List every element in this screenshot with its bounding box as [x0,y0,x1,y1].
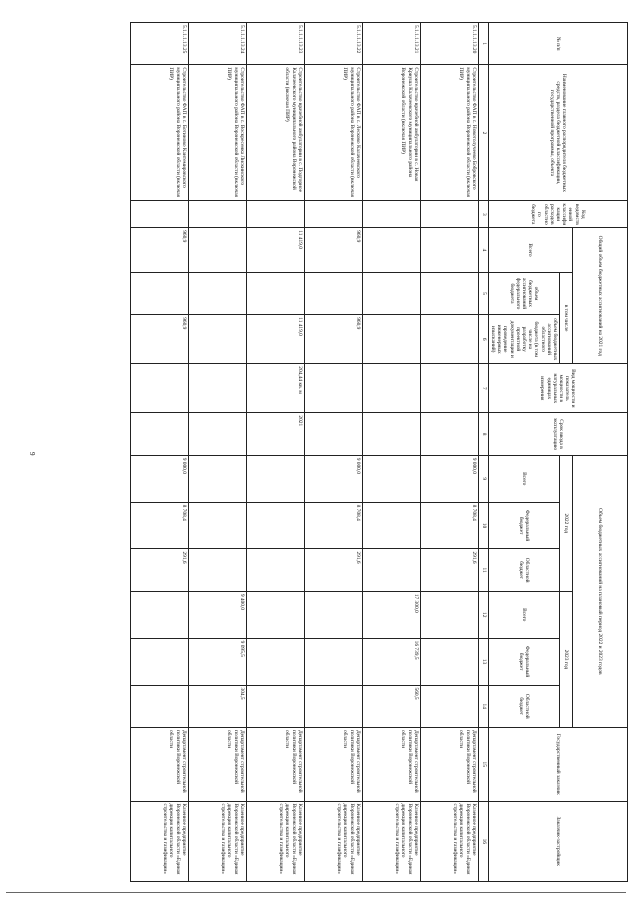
fed-2023 [420,638,478,685]
object-name: Строительство врачебной амбулатории в с. Новая Криуша Калачеевского муниципального района Воронежской области (включая ПИР) [362,65,420,201]
state-customer: Департамент строительной политики Воронежской области [304,727,362,801]
developer: Казенное предприятие Воронежской области «Единая дирекция капитального строительства и газификации» [246,801,304,881]
fed-2021 [420,272,478,314]
object-name: Строительство ФАП в с. Лесково Калачеевского муниципального района Воронежской области (включая ПИР) [304,65,362,201]
header-2022-obl: Областной бюджет [488,549,559,591]
budget-table [130,22,628,882]
column-number: 5 [478,272,488,314]
table-row [304,23,362,882]
header-incl: в том числе [560,272,573,363]
budget-code [420,201,478,228]
developer: Казенное предприятие Воронежской области «Единая дирекция капитального строительства и газификации» [420,801,478,881]
state-customer: Департамент строительной политики Воронежской области [246,727,304,801]
obl-2021: 11 419,0 [246,315,304,364]
header-code: Код ведомственной классификации расходов областного бюджета [488,201,627,228]
total-2022 [246,455,304,502]
obl-2023 [420,685,478,727]
obl-2022: 291,6 [130,549,188,591]
fed-2022: 8 708,4 [130,502,188,549]
power [304,364,362,413]
fed-2021 [188,272,246,314]
obl-2023: 304,5 [188,685,246,727]
object-name: Строительство врачебной амбулатории в с. Подгорное Калачеевского муниципального района Воронежской области (включая ПИР) [246,65,304,201]
fed-2023 [246,638,304,685]
column-number: 4 [478,228,488,273]
obl-2022 [188,549,246,591]
column-number: 14 [478,685,488,727]
total-2021: 960,9 [304,228,362,273]
object-name: Строительство ФАП в с. Новотолучеево Бобровского муниципального района Воронежской области (включая ПИР) [420,65,478,201]
header-total-all: Всего [488,228,572,273]
row-num: 5.1.1.1.13.25 [130,23,188,65]
power [130,364,188,413]
column-number: 3 [478,201,488,228]
total-2023 [420,591,478,638]
column-number: 8 [478,413,488,455]
fed-2023 [304,638,362,685]
obl-2021 [420,315,478,364]
total-2022: 9 000,0 [420,455,478,502]
table-body [130,23,478,882]
page-number: 9 [28,452,36,456]
row-num: 5.1.1.1.13.20 [420,23,478,65]
fed-2021 [362,272,420,314]
total-2022: 9 000,0 [304,455,362,502]
column-number: 10 [478,502,488,549]
header-num: № п/п [488,23,627,65]
header-total-2021: Общий объем бюджетных ассигнований на 2021 год [573,228,628,364]
state-customer: Департамент строительной политики Воронежской области [130,727,188,801]
fed-2021 [130,272,188,314]
obl-2023 [130,685,188,727]
state-customer: Департамент строительной политики Воронежской области [420,727,478,801]
header-2022-fed: Федеральный бюджет [488,502,559,549]
total-2021: 11 419,0 [246,228,304,273]
object-name: Строительство ФАП в с. Ботиново Кантемировского муниципального района Воронежской области (включая ПИР) [130,65,188,201]
total-2023 [304,591,362,638]
column-number: 12 [478,591,488,638]
header-name: Наименование главного распорядителя бюджетных средств, раздела бюджетной классификации, государственной программы, объекта [488,65,627,201]
row-num: 5.1.1.1.13.21 [362,23,420,65]
power [362,364,420,413]
column-number: 13 [478,638,488,685]
power: 204,44 кв. м [246,364,304,413]
header-2023: 2023 год [560,591,573,727]
obl-2021 [362,315,420,364]
total-2021 [188,228,246,273]
state-customer: Департамент строительной политики Воронежской области [362,727,420,801]
table-row [420,23,478,882]
fed-2023: 16 739,5 [362,638,420,685]
obl-2021: 960,9 [130,315,188,364]
budget-code [246,201,304,228]
column-number: 2 [478,65,488,201]
row-num: 5.1.1.1.13.22 [304,23,362,65]
row-num: 5.1.1.1.13.24 [188,23,246,65]
obl-2022: 291,6 [420,549,478,591]
commission-term [188,413,246,455]
header-2023-fed: Федеральный бюджет [488,638,559,685]
column-number: 15 [478,727,488,801]
total-2022 [188,455,246,502]
commission-term: 2021 [246,413,304,455]
total-2021: 960,9 [130,228,188,273]
fed-2022: 8 708,4 [420,502,478,549]
obl-2022 [246,549,304,591]
fed-2022: 8 708,4 [304,502,362,549]
column-number: 11 [478,549,488,591]
header-2022: 2022 год [560,455,573,591]
power [420,364,478,413]
header-2022-all: Всего [488,455,559,502]
budget-code [130,201,188,228]
budget-code [304,201,362,228]
total-2021 [362,228,420,273]
budget-code [188,201,246,228]
obl-2022: 291,6 [304,549,362,591]
column-number: 1 [478,23,488,65]
header-developer: Заказчик-застройщик [488,801,627,881]
budget-code [362,201,420,228]
header-2023-obl: Областной бюджет [488,685,559,727]
column-number: 9 [478,455,488,502]
table-row [362,23,420,882]
fed-2023 [130,638,188,685]
developer: Казенное предприятие Воронежской области «Единая дирекция капитального строительства и газификации» [304,801,362,881]
total-2022: 9 000,0 [130,455,188,502]
column-number: 16 [478,801,488,881]
obl-2023 [246,685,304,727]
row-num: 5.1.1.1.13.23 [246,23,304,65]
developer: Казенное предприятие Воронежской области «Единая дирекция капитального строительства и газификации» [362,801,420,881]
header-2023-all: Всего [488,591,559,638]
obl-2021 [188,315,246,364]
fed-2023: 9 095,5 [188,638,246,685]
fed-2021 [304,272,362,314]
fed-2022 [188,502,246,549]
header-obl-2021: объем бюджетных ассигнований областного бюджета (в том числе на разработку проектной документации и проведение инженерных изысканий) [488,315,559,364]
column-numbers-row [478,23,488,882]
footer-line [6,892,626,893]
object-name: Строительство ФАП в с. Воскресенка Лискинского муниципального района Воронежской области (включая ПИР) [188,65,246,201]
table-row [188,23,246,882]
fed-2022 [362,502,420,549]
header-customer: Государственный заказчик [488,727,627,801]
column-number: 7 [478,364,488,413]
header-term: Срок ввода в эксплуатацию [488,413,627,455]
commission-term [420,413,478,455]
rotated-table-container [162,22,628,882]
obl-2022 [362,549,420,591]
header-fed-2021: объем бюджетных ассигнований федерального бюджета [488,272,559,314]
developer: Казенное предприятие Воронежской области «Единая дирекция капитального строительства и газификации» [188,801,246,881]
total-2022 [362,455,420,502]
total-2023 [130,591,188,638]
obl-2021: 960,9 [304,315,362,364]
total-2023: 17 300,0 [362,591,420,638]
state-customer: Департамент строительной политики Воронежской области [188,727,246,801]
obl-2023 [304,685,362,727]
fed-2022 [246,502,304,549]
fed-2021 [246,272,304,314]
total-2023 [246,591,304,638]
total-2023: 9 400,0 [188,591,246,638]
commission-term [130,413,188,455]
column-number: 6 [478,315,488,364]
table-row [246,23,304,882]
power [188,364,246,413]
obl-2023: 560,5 [362,685,420,727]
developer: Казенное предприятие Воронежской области «Единая дирекция капитального строительства и газификации» [130,801,188,881]
commission-term [304,413,362,455]
header-plan: Объем бюджетных ассигнований на плановый период 2022 и 2023 годов [573,455,628,727]
header-power: Вид мощности и показатель мощности в натуральных единицах измерения [488,364,627,413]
table-row [130,23,188,882]
total-2021 [420,228,478,273]
commission-term [362,413,420,455]
